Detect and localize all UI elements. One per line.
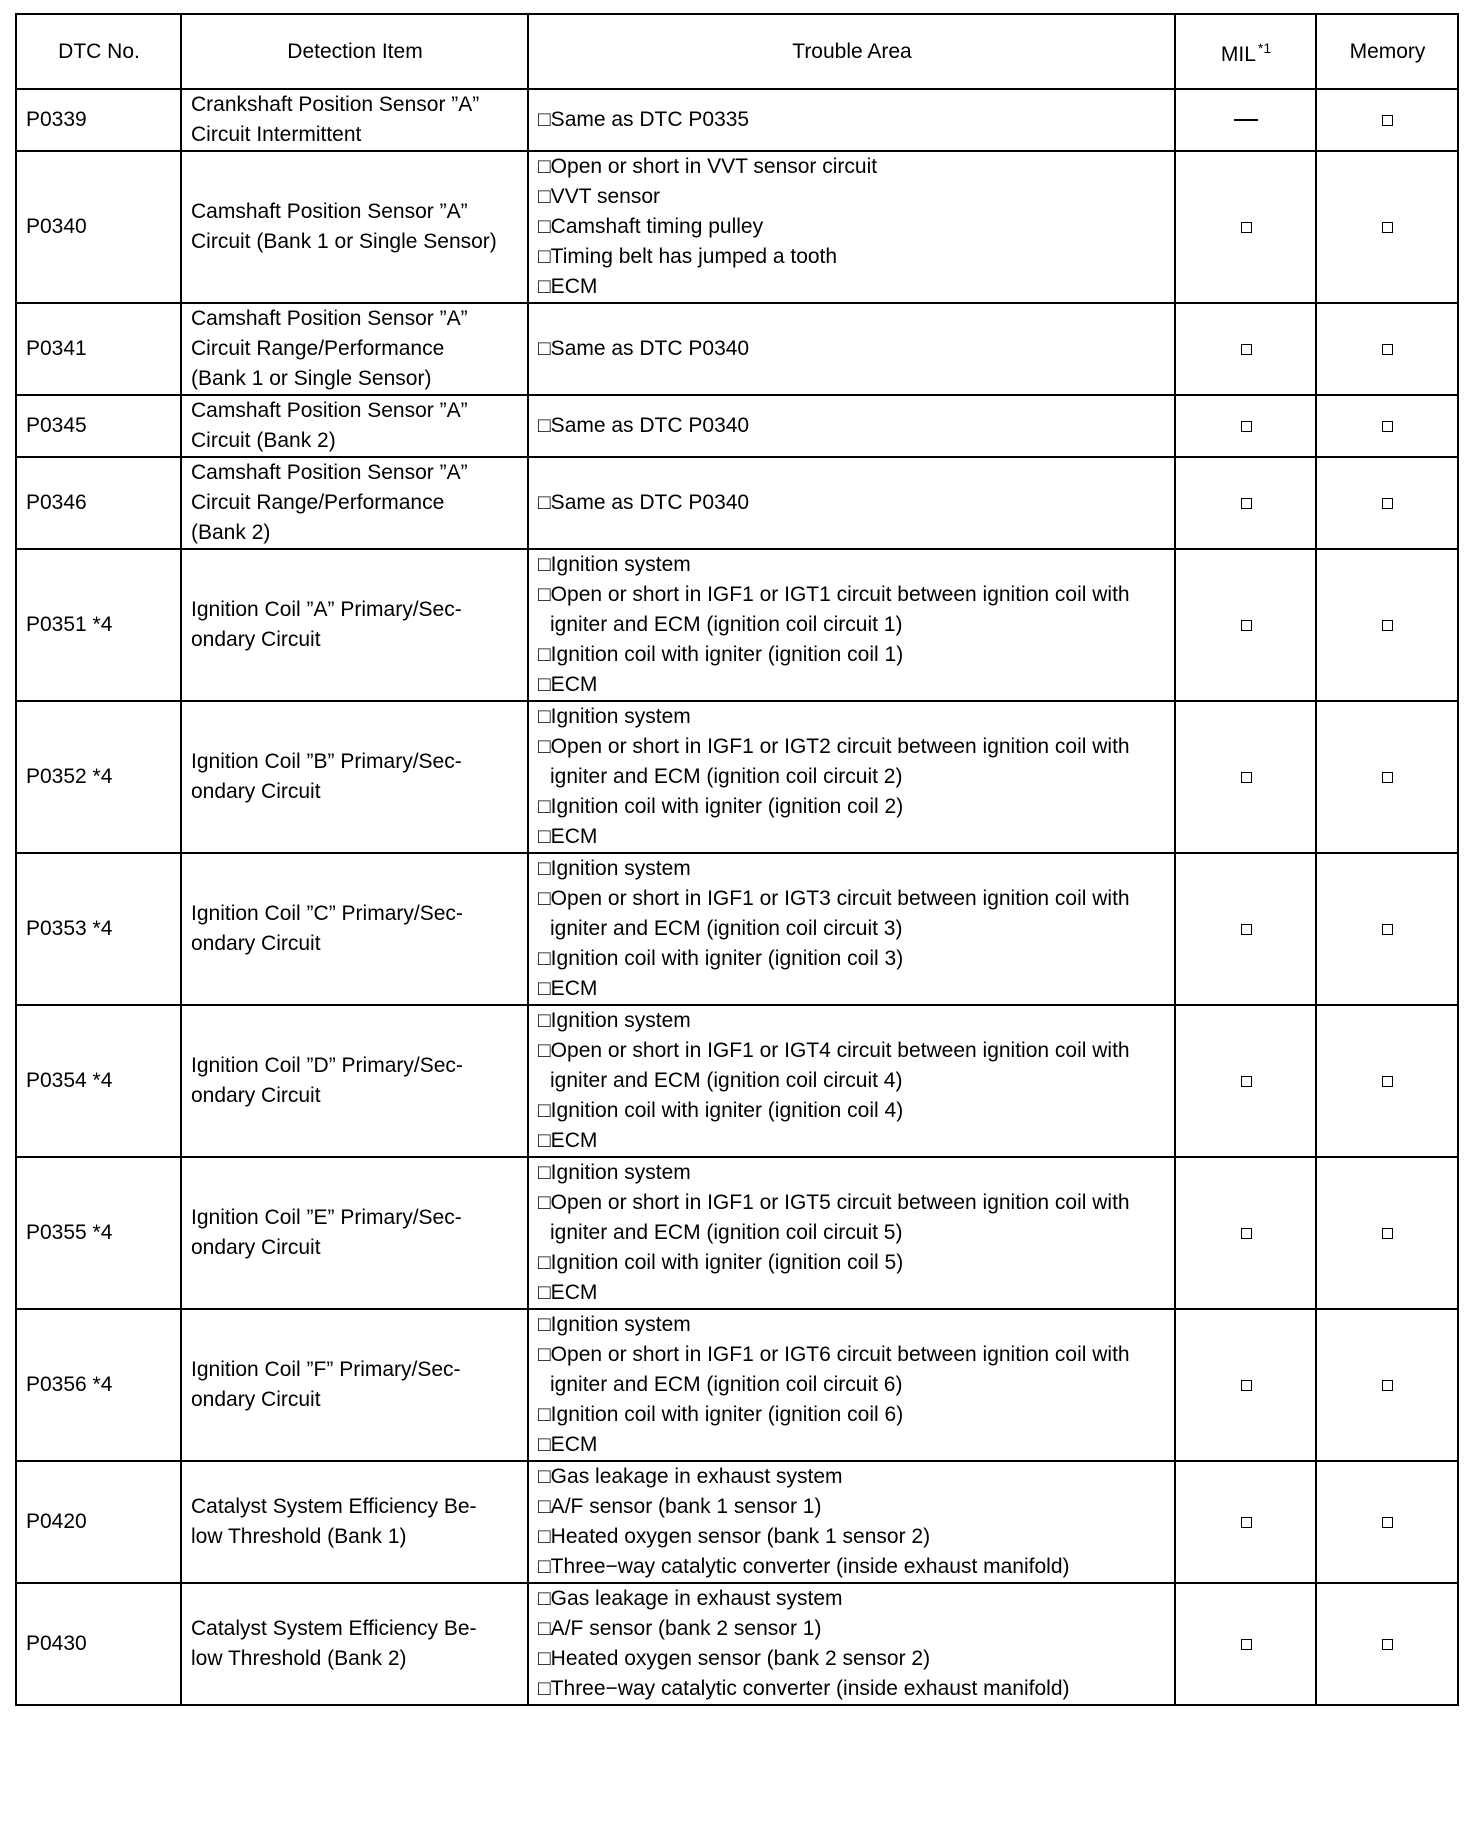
memory-cell xyxy=(1316,1309,1458,1461)
memory-box-mark xyxy=(1382,498,1393,509)
memory-cell xyxy=(1316,1583,1458,1705)
detection-line: Ignition Coil ”C” Primary/Sec- xyxy=(191,902,463,925)
trouble-area-line: □Same as DTC P0340 xyxy=(538,414,750,437)
memory-box-mark xyxy=(1382,115,1393,126)
detection-line: Ignition Coil ”F” Primary/Sec- xyxy=(191,1358,461,1381)
trouble-area-line: □ECM xyxy=(538,275,598,298)
mil-cell xyxy=(1175,1157,1316,1309)
dtc-code: P0420 xyxy=(16,1461,181,1583)
detection-line: low Threshold (Bank 2) xyxy=(191,1647,407,1670)
detection-item xyxy=(181,549,528,701)
trouble-area-line: □ECM xyxy=(538,1129,598,1152)
trouble-area-line: □Heated oxygen sensor (bank 1 sensor 2) xyxy=(538,1525,931,1548)
table-body xyxy=(16,89,1458,1705)
detection-item xyxy=(181,1309,528,1461)
mil-box-mark xyxy=(1241,344,1252,355)
trouble-area xyxy=(528,457,1175,549)
header-memory: Memory xyxy=(1316,14,1458,89)
detection-item xyxy=(181,89,528,151)
detection-line: Camshaft Position Sensor ”A” xyxy=(191,307,468,330)
trouble-area-line: □Ignition system xyxy=(538,1161,691,1184)
detection-line: Circuit (Bank 1 or Single Sensor) xyxy=(191,230,497,253)
detection-item xyxy=(181,457,528,549)
memory-cell xyxy=(1316,395,1458,457)
trouble-area xyxy=(528,151,1175,303)
header-dtc-no: DTC No. xyxy=(16,14,181,89)
detection-line: Catalyst System Efficiency Be- xyxy=(191,1617,477,1640)
trouble-area-line: □ECM xyxy=(538,977,598,1000)
detection-line: Ignition Coil ”B” Primary/Sec- xyxy=(191,750,462,773)
trouble-area-line: □Ignition coil with igniter (ignition coil 5) xyxy=(538,1251,904,1274)
dtc-code: P0354 *4 xyxy=(16,1005,181,1157)
trouble-area-line: □Heated oxygen sensor (bank 2 sensor 2) xyxy=(538,1647,931,1670)
mil-box-mark xyxy=(1241,924,1252,935)
trouble-area-line: □Timing belt has jumped a tooth xyxy=(538,245,838,268)
detection-line: Ignition Coil ”E” Primary/Sec- xyxy=(191,1206,462,1229)
memory-cell xyxy=(1316,457,1458,549)
trouble-area xyxy=(528,395,1175,457)
trouble-area-line: □A/F sensor (bank 1 sensor 1) xyxy=(538,1495,822,1518)
memory-box-mark xyxy=(1382,222,1393,233)
trouble-area-line: □ECM xyxy=(538,673,598,696)
table-row xyxy=(16,1461,1458,1583)
trouble-area-line: □A/F sensor (bank 2 sensor 1) xyxy=(538,1617,822,1640)
trouble-area-line: □Camshaft timing pulley xyxy=(538,215,764,238)
mil-cell xyxy=(1175,151,1316,303)
header-row xyxy=(16,14,1458,89)
detection-line: (Bank 2) xyxy=(191,521,271,544)
mil-box-mark xyxy=(1241,1639,1252,1650)
detection-item xyxy=(181,1461,528,1583)
memory-box-mark xyxy=(1382,1228,1393,1239)
detection-line: Camshaft Position Sensor ”A” xyxy=(191,399,468,422)
memory-box-mark xyxy=(1382,1076,1393,1087)
detection-line: ondary Circuit xyxy=(191,1084,321,1107)
detection-item xyxy=(181,395,528,457)
memory-cell xyxy=(1316,853,1458,1005)
trouble-area-line: □Three−way catalytic converter (inside exhaust manifold) xyxy=(538,1677,1070,1700)
dtc-code: P0353 *4 xyxy=(16,853,181,1005)
detection-item xyxy=(181,1157,528,1309)
trouble-area xyxy=(528,1005,1175,1157)
trouble-area-line: igniter and ECM (ignition coil circuit 3) xyxy=(550,917,903,940)
trouble-area-line: □ECM xyxy=(538,825,598,848)
trouble-area-line: □Ignition system xyxy=(538,1009,691,1032)
table-row xyxy=(16,1583,1458,1705)
memory-box-mark xyxy=(1382,421,1393,432)
table-row xyxy=(16,1309,1458,1461)
trouble-area-line: □Ignition coil with igniter (ignition coil 1) xyxy=(538,643,904,666)
detection-item xyxy=(181,701,528,853)
table-row xyxy=(16,701,1458,853)
mil-box-mark xyxy=(1241,772,1252,783)
trouble-area xyxy=(528,1309,1175,1461)
table-row xyxy=(16,1157,1458,1309)
detection-item xyxy=(181,303,528,395)
trouble-area-line: □Ignition coil with igniter (ignition coil 3) xyxy=(538,947,904,970)
table-row xyxy=(16,89,1458,151)
trouble-area-line: igniter and ECM (ignition coil circuit 5) xyxy=(550,1221,903,1244)
detection-line: (Bank 1 or Single Sensor) xyxy=(191,367,432,390)
trouble-area-line: □Same as DTC P0335 xyxy=(538,108,750,131)
memory-cell xyxy=(1316,1157,1458,1309)
trouble-area xyxy=(528,303,1175,395)
table-header xyxy=(16,14,1458,89)
detection-line: Circuit Range/Performance xyxy=(191,337,445,360)
trouble-area-line: □Gas leakage in exhaust system xyxy=(538,1465,843,1488)
detection-line: ondary Circuit xyxy=(191,628,321,651)
mil-box-mark xyxy=(1241,1380,1252,1391)
trouble-area-line: □Open or short in IGF1 or IGT5 circuit between ignition coil with xyxy=(538,1191,1130,1214)
trouble-area xyxy=(528,89,1175,151)
dtc-code: P0352 *4 xyxy=(16,701,181,853)
memory-box-mark xyxy=(1382,1639,1393,1650)
trouble-area-line: □Ignition coil with igniter (ignition coil 4) xyxy=(538,1099,904,1122)
header-mil-footnote: *1 xyxy=(1257,40,1272,56)
table-row xyxy=(16,395,1458,457)
detection-line: Crankshaft Position Sensor ”A” xyxy=(191,93,480,116)
mil-box-mark xyxy=(1241,421,1252,432)
trouble-area-line: □Ignition system xyxy=(538,705,691,728)
mil-cell xyxy=(1175,395,1316,457)
trouble-area xyxy=(528,549,1175,701)
detection-line: Catalyst System Efficiency Be- xyxy=(191,1495,477,1518)
table-row xyxy=(16,549,1458,701)
header-mil xyxy=(1175,14,1316,89)
table-row xyxy=(16,853,1458,1005)
dtc-code: P0356 *4 xyxy=(16,1309,181,1461)
trouble-area-line: igniter and ECM (ignition coil circuit 2) xyxy=(550,765,903,788)
detection-line: ondary Circuit xyxy=(191,1236,321,1259)
detection-line: ondary Circuit xyxy=(191,932,321,955)
mil-cell xyxy=(1175,549,1316,701)
memory-box-mark xyxy=(1382,1517,1393,1528)
dtc-code: P0341 xyxy=(16,303,181,395)
header-mil-label: MIL xyxy=(1220,43,1256,66)
dtc-code: P0346 xyxy=(16,457,181,549)
memory-cell xyxy=(1316,549,1458,701)
detection-line: Camshaft Position Sensor ”A” xyxy=(191,461,468,484)
table-row xyxy=(16,457,1458,549)
mil-cell xyxy=(1175,89,1316,151)
mil-dash-mark xyxy=(1234,119,1258,121)
mil-cell xyxy=(1175,701,1316,853)
trouble-area xyxy=(528,1461,1175,1583)
detection-line: low Threshold (Bank 1) xyxy=(191,1525,407,1548)
memory-box-mark xyxy=(1382,924,1393,935)
detection-line: Ignition Coil ”D” Primary/Sec- xyxy=(191,1054,463,1077)
trouble-area-line: □Ignition coil with igniter (ignition coil 6) xyxy=(538,1403,904,1426)
trouble-area-line: □Same as DTC P0340 xyxy=(538,491,750,514)
detection-line: Circuit (Bank 2) xyxy=(191,429,336,452)
trouble-area-line: □Ignition system xyxy=(538,857,691,880)
detection-line: Ignition Coil ”A” Primary/Sec- xyxy=(191,598,462,621)
mil-box-mark xyxy=(1241,1076,1252,1087)
detection-item xyxy=(181,1583,528,1705)
trouble-area xyxy=(528,701,1175,853)
trouble-area-line: □Open or short in IGF1 or IGT2 circuit between ignition coil with xyxy=(538,735,1130,758)
trouble-area-line: igniter and ECM (ignition coil circuit 6) xyxy=(550,1373,903,1396)
memory-box-mark xyxy=(1382,1380,1393,1391)
trouble-area-line: □Three−way catalytic converter (inside exhaust manifold) xyxy=(538,1555,1070,1578)
trouble-area-line: □ECM xyxy=(538,1281,598,1304)
mil-cell xyxy=(1175,457,1316,549)
header-detection-item: Detection Item xyxy=(181,14,528,89)
detection-line: ondary Circuit xyxy=(191,1388,321,1411)
mil-cell xyxy=(1175,853,1316,1005)
dtc-code: P0345 xyxy=(16,395,181,457)
mil-cell xyxy=(1175,1309,1316,1461)
dtc-code: P0355 *4 xyxy=(16,1157,181,1309)
mil-cell xyxy=(1175,303,1316,395)
trouble-area-line: □Open or short in IGF1 or IGT3 circuit between ignition coil with xyxy=(538,887,1130,910)
memory-cell xyxy=(1316,303,1458,395)
memory-box-mark xyxy=(1382,620,1393,631)
dtc-code: P0340 xyxy=(16,151,181,303)
memory-cell xyxy=(1316,1461,1458,1583)
trouble-area-line: □Ignition system xyxy=(538,553,691,576)
trouble-area-line: igniter and ECM (ignition coil circuit 1) xyxy=(550,613,903,636)
trouble-area-line: □Open or short in IGF1 or IGT4 circuit between ignition coil with xyxy=(538,1039,1130,1062)
table-row xyxy=(16,303,1458,395)
memory-cell xyxy=(1316,151,1458,303)
detection-line: Circuit Intermittent xyxy=(191,123,362,146)
detection-line: ondary Circuit xyxy=(191,780,321,803)
detection-line: Camshaft Position Sensor ”A” xyxy=(191,200,468,223)
trouble-area xyxy=(528,1157,1175,1309)
trouble-area-line: □Ignition system xyxy=(538,1313,691,1336)
mil-box-mark xyxy=(1241,1517,1252,1528)
header-trouble-area: Trouble Area xyxy=(528,14,1175,89)
table-row xyxy=(16,1005,1458,1157)
trouble-area xyxy=(528,853,1175,1005)
trouble-area-line: □Gas leakage in exhaust system xyxy=(538,1587,843,1610)
mil-box-mark xyxy=(1241,222,1252,233)
detection-item xyxy=(181,853,528,1005)
dtc-code: P0339 xyxy=(16,89,181,151)
dtc-table xyxy=(15,13,1459,1706)
memory-cell xyxy=(1316,1005,1458,1157)
trouble-area-line: □VVT sensor xyxy=(538,185,661,208)
mil-cell xyxy=(1175,1461,1316,1583)
table-row xyxy=(16,151,1458,303)
trouble-area-line: □Open or short in IGF1 or IGT1 circuit between ignition coil with xyxy=(538,583,1130,606)
memory-box-mark xyxy=(1382,772,1393,783)
detection-item xyxy=(181,1005,528,1157)
mil-cell xyxy=(1175,1005,1316,1157)
detection-item xyxy=(181,151,528,303)
memory-box-mark xyxy=(1382,344,1393,355)
trouble-area-line: □Same as DTC P0340 xyxy=(538,337,750,360)
detection-line: Circuit Range/Performance xyxy=(191,491,445,514)
trouble-area-line: igniter and ECM (ignition coil circuit 4) xyxy=(550,1069,903,1092)
mil-cell xyxy=(1175,1583,1316,1705)
trouble-area-line: □Ignition coil with igniter (ignition coil 2) xyxy=(538,795,904,818)
memory-cell xyxy=(1316,89,1458,151)
dtc-code: P0430 xyxy=(16,1583,181,1705)
trouble-area-line: □ECM xyxy=(538,1433,598,1456)
mil-box-mark xyxy=(1241,1228,1252,1239)
trouble-area-line: □Open or short in IGF1 or IGT6 circuit between ignition coil with xyxy=(538,1343,1130,1366)
dtc-code: P0351 *4 xyxy=(16,549,181,701)
mil-box-mark xyxy=(1241,620,1252,631)
memory-cell xyxy=(1316,701,1458,853)
mil-box-mark xyxy=(1241,498,1252,509)
trouble-area-line: □Open or short in VVT sensor circuit xyxy=(538,155,878,178)
trouble-area xyxy=(528,1583,1175,1705)
